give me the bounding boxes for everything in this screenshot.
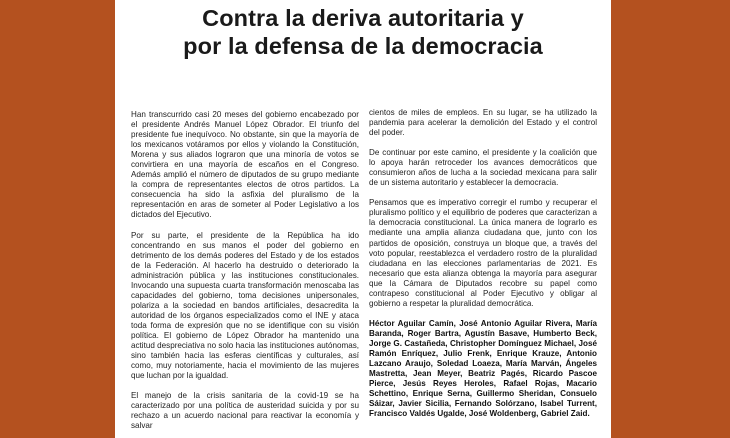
paragraph: Por su parte, el presidente de la República ha ido concentrando en sus manos el poder del gobierno en detrimento de los demás poderes del Estado y de los estados de la Federación. Al hacerlo ha destruido o deteriorado la administración pública y las instituciones constitucionales. Invocando una supuesta cuarta transformación menoscaba las capacidades del gobierno, toma decisiones unipersonales, polariza a la sociedad en bandos artificiales, desacredita la autoridad de los órganos especializados como el INE y ataca toda forma de expresión que no se identifique con su visión política. El gobierno de López Obrador ha mantenido una actitud despreciativa no solo hacia las instituciones autónomas, sino también hacia las esferas científicas y culturales, así como, muy notoriamente, hacia el movimiento de las mujeres que luchan por la igualdad. <box>131 230 359 381</box>
title-line-2: por la defensa de la democracia <box>183 33 543 59</box>
paragraph: cientos de miles de empleos. En su lugar, se ha utilizado la pandemia para acelerar la demolición del Estado y el control del poder. <box>369 108 597 138</box>
paragraph: Han transcurrido casi 20 meses del gobierno encabezado por el presidente Andrés Manuel López Obrador. El triunfo del presidente fue inequívoco. No obstante, sin que la mayoría de los mexicanos votáramos por ellos y violando la Constitución, Morena y sus aliados lograron que una minoría de votos se convirtiera en una mayoría de escaños en el Congreso. Además amplió el número de diputados de su grupo mediante la compra de representantes electos de otros partidos. La consecuencia ha sido la asfixia del pluralismo de la representación en aras de someter al Poder Legislativo a los dictados del Ejecutivo. <box>131 110 359 220</box>
paragraph: De continuar por este camino, el presidente y la coalición que lo apoya harán retroceder los avances democráticos que consumieron años de lucha a la sociedad mexicana para salir de un sistema autoritario y establecer la democracia. <box>369 148 597 188</box>
document-page <box>115 0 611 438</box>
paragraph: El manejo de la crisis sanitaria de la covid-19 se ha caracterizado por una política de austeridad suicida y por su rechazo a un acuerdo nacional para reactivar la economía y salvar <box>131 391 359 431</box>
paragraph: Pensamos que es imperativo corregir el rumbo y recuperar el pluralismo político y el equilibrio de poderes que caracterizan a la democracia constitucional. La única manera de lograrlo es mediante una amplia alianza ciudadana que, junto con los partidos de oposición, construya un bloque que, a través del voto popular, reestablezca el verdadero rostro de la pluralidad ciudadana en las elecciones parlamentarias de 2021. Es necesario que esta alianza obtenga la mayoría para asegurar que la Cámara de Diputados recobre su papel como contrapeso constitucional al Poder Ejecutivo y obligar al gobierno a respetar la pluralidad democrática. <box>369 198 597 308</box>
signatories-list: Héctor Aguilar Camín, José Antonio Aguilar Rivera, María Baranda, Roger Bartra, Agustín Basave, Humberto Beck, Jorge G. Castañeda, Christopher Domínguez Michael, José Ramón Enríquez, Julio Frenk, Enrique Krauze, Antonio Lazcano Araujo, Soledad Loaeza, María Marván, Ángeles Mastretta, Jean Meyer, Beatriz Pagés, Ricardo Pascoe Pierce, Jesús Reyes Heroles, Rafael Rojas, Macario Schettino, Enrique Serna, Guillermo Sheridan, Consuelo Sáizar, Javier Sicilia, Fernando Solórzano, Isabel Turrent, Francisco Valdés Ugalde, José Woldenberg, Gabriel Zaid. <box>369 318 597 419</box>
right-column <box>369 108 597 429</box>
title-line-1: Contra la deriva autoritaria y <box>202 5 524 31</box>
page-title <box>115 4 611 60</box>
left-column <box>131 110 359 438</box>
